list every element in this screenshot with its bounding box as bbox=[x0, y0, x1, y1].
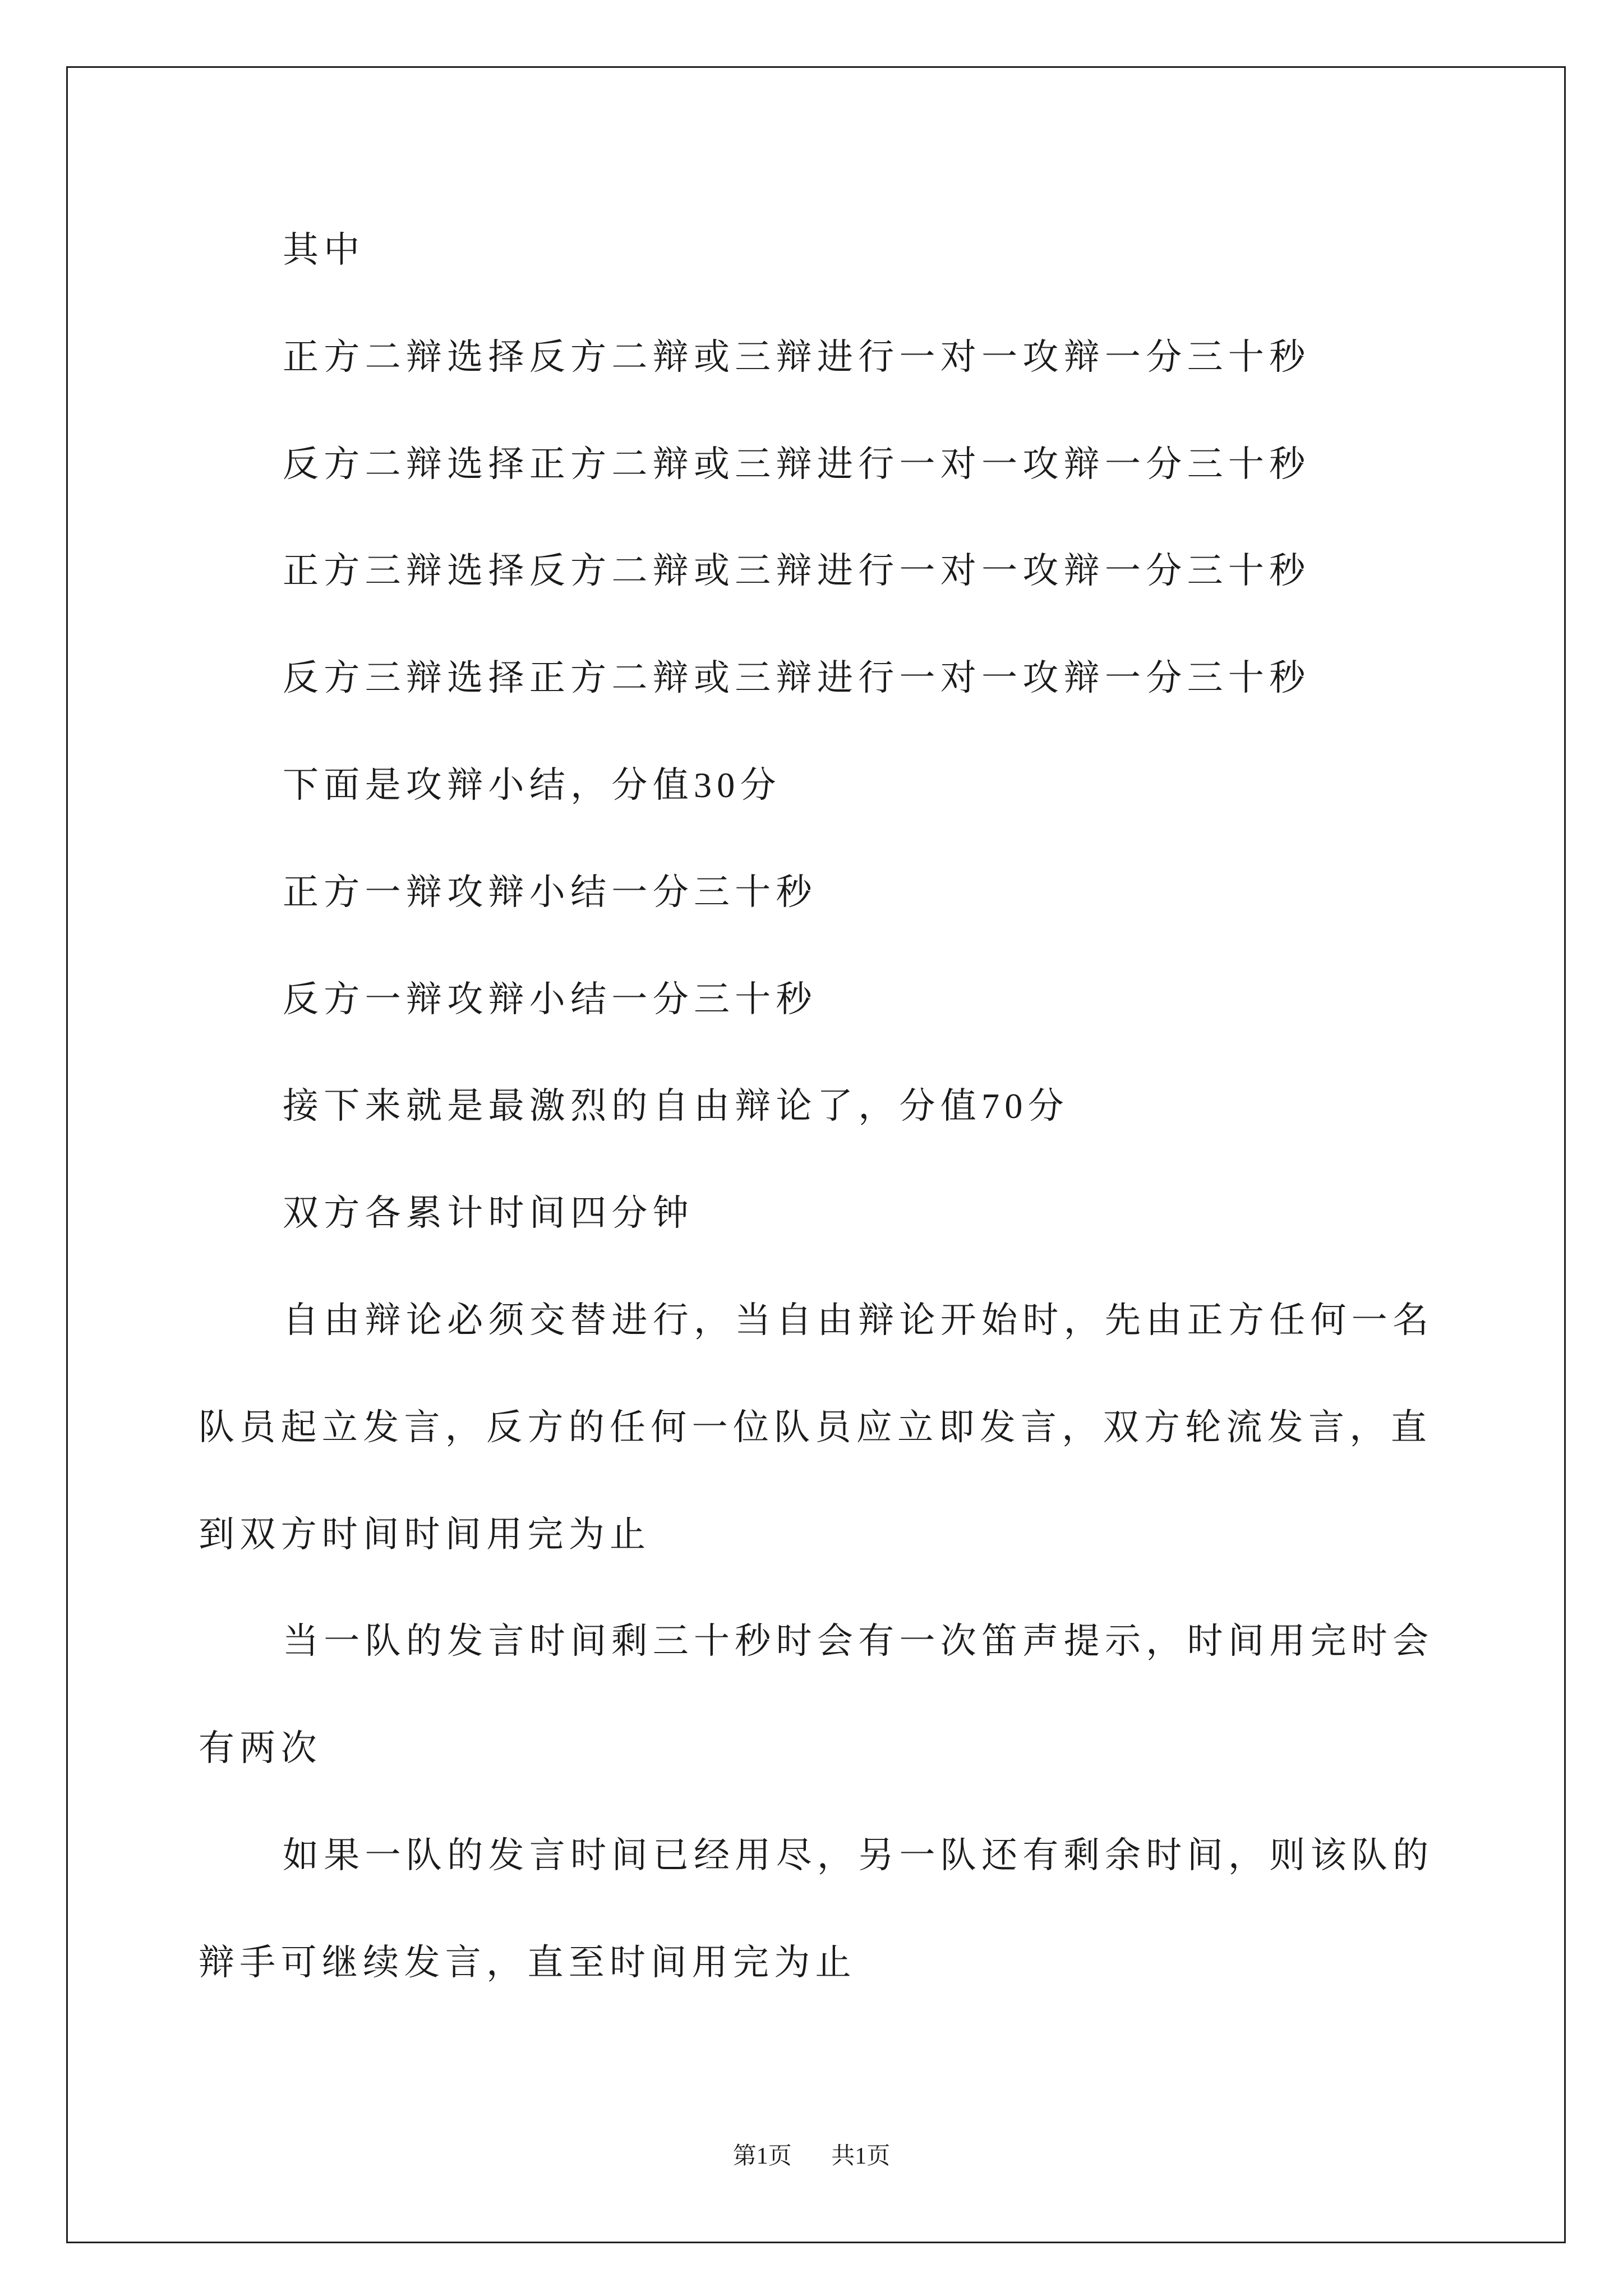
paragraph bbox=[199, 411, 1488, 518]
text-line: 双方各累计时间四分钟 bbox=[283, 1193, 694, 1234]
paragraph bbox=[199, 1267, 1488, 1588]
text-line: 下面是攻辩小结，分值30分 bbox=[283, 765, 781, 805]
text-line: 反方一辩攻辩小结一分三十秒 bbox=[283, 979, 817, 1019]
text-line: 如果一队的发言时间已经用尽，另一队还有剩余时间，则该队的 bbox=[283, 1835, 1434, 1875]
paragraph bbox=[199, 1053, 1488, 1160]
paragraph bbox=[199, 1160, 1488, 1267]
text-line: 辩手可继续发言，直至时间用完为止 bbox=[199, 1942, 856, 1982]
text-line: 当一队的发言时间剩三十秒时会有一次笛声提示，时间用完时会 bbox=[283, 1621, 1434, 1662]
text-line: 正方一辩攻辩小结一分三十秒 bbox=[283, 872, 817, 912]
text-line: 接下来就是最激烈的自由辩论了，分值70分 bbox=[283, 1086, 1069, 1126]
text-line: 自由辩论必须交替进行，当自由辩论开始时，先由正方任何一名 bbox=[283, 1300, 1434, 1340]
text-line: 正方二辩选择反方二辩或三辩进行一对一攻辩一分三十秒 bbox=[283, 337, 1311, 377]
paragraph bbox=[199, 625, 1488, 732]
text-line: 有两次 bbox=[199, 1728, 322, 1769]
document-body bbox=[199, 197, 1488, 2017]
text-line: 正方三辩选择反方二辩或三辩进行一对一攻辩一分三十秒 bbox=[283, 551, 1311, 591]
paragraph bbox=[199, 518, 1488, 625]
paragraph bbox=[199, 304, 1488, 411]
paragraph bbox=[199, 1588, 1488, 1802]
page-footer: 第1页 共1页 bbox=[732, 2143, 891, 2169]
text-line: 队员起立发言，反方的任何一位队员应立即发言，双方轮流发言，直 bbox=[199, 1407, 1432, 1447]
paragraph bbox=[199, 1802, 1488, 2017]
text-line: 反方二辩选择正方二辩或三辩进行一对一攻辩一分三十秒 bbox=[283, 444, 1311, 484]
paragraph bbox=[199, 946, 1488, 1053]
paragraph bbox=[199, 839, 1488, 946]
text-line: 到双方时间时间用完为止 bbox=[199, 1514, 651, 1554]
paragraph bbox=[199, 732, 1488, 839]
text-line: 其中 bbox=[283, 230, 365, 270]
paragraph bbox=[199, 197, 1488, 304]
text-line: 反方三辩选择正方二辩或三辩进行一对一攻辩一分三十秒 bbox=[283, 658, 1311, 698]
